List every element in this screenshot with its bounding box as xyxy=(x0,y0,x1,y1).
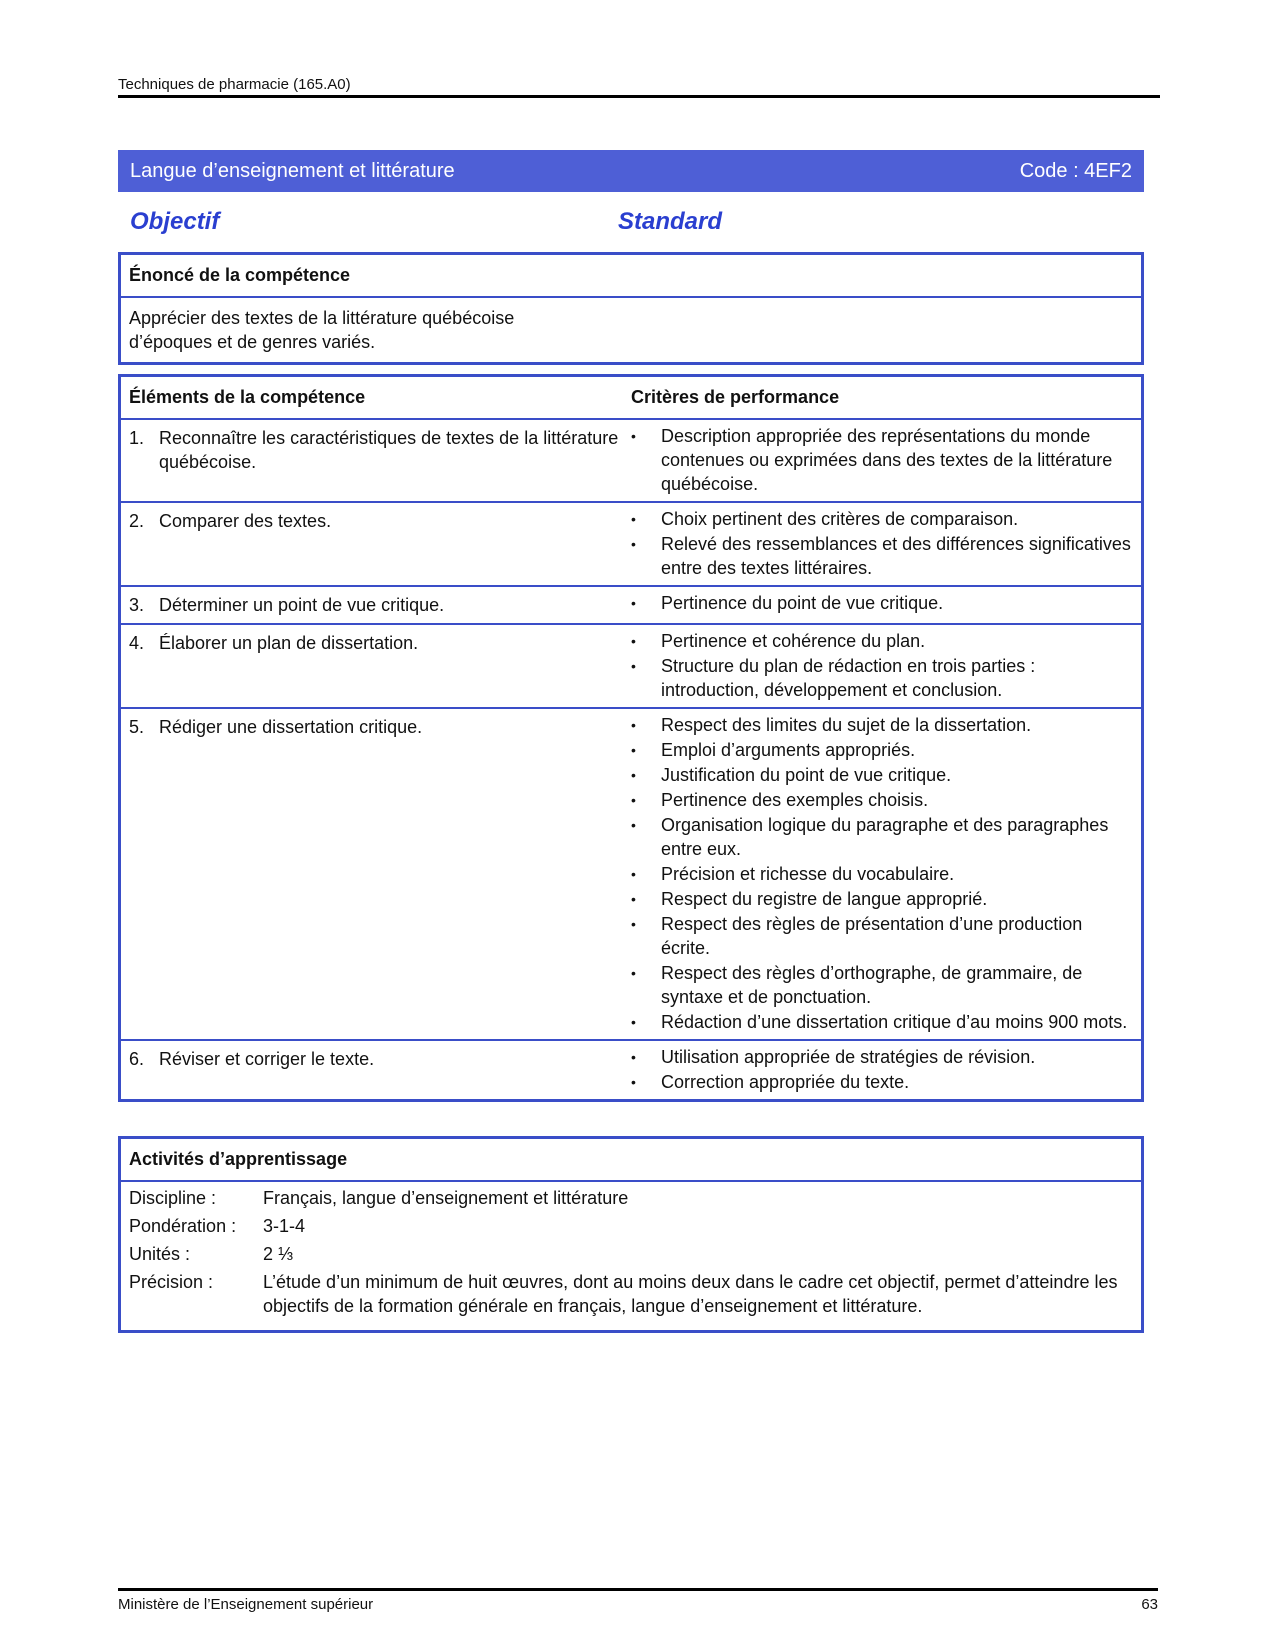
criterion-text: Respect des règles de présentation d’une production écrite. xyxy=(661,914,1083,958)
bullet-icon: • xyxy=(631,742,636,758)
activities-heading: Activités d’apprentissage xyxy=(121,1139,1141,1182)
enonce-heading: Énoncé de la compétence xyxy=(121,255,1141,298)
element-item xyxy=(129,509,623,533)
bullet-icon: • xyxy=(631,817,636,833)
criterion-item xyxy=(631,1045,1133,1069)
element-cell xyxy=(121,503,631,585)
element-row xyxy=(121,707,1141,1039)
bullet-icon: • xyxy=(631,1014,636,1030)
elements-heading-row xyxy=(121,377,1141,420)
criterion-text: Précision et richesse du vocabulaire. xyxy=(661,864,955,884)
criterion-item xyxy=(631,887,1133,911)
criterion-text: Choix pertinent des critères de comparaison. xyxy=(661,509,1019,529)
criterion-text: Pertinence et cohérence du plan. xyxy=(661,631,926,651)
element-item xyxy=(129,1047,623,1071)
criterion-item xyxy=(631,912,1133,960)
criterion-item xyxy=(631,424,1133,496)
criterion-text: Relevé des ressemblances et des différences significatives entre des textes littéraires. xyxy=(661,534,1131,578)
bullet-icon: • xyxy=(631,511,636,527)
element-cell xyxy=(121,1041,631,1099)
criteria-cell xyxy=(631,625,1141,707)
element-number: 4. xyxy=(129,633,145,653)
criterion-text: Pertinence du point de vue critique. xyxy=(661,593,944,613)
criteria-cell xyxy=(631,420,1141,501)
activity-value: L’étude d’un minimum de huit œuvres, dont au moins deux dans le cadre cet objectif, permet d’atteindre les objectifs de la formation générale en français, langue d’enseignement et littérature. xyxy=(263,1272,1118,1316)
activity-label: Discipline : xyxy=(129,1188,217,1208)
running-header xyxy=(118,76,1160,98)
bullet-icon: • xyxy=(631,536,636,552)
criterion-text: Respect des limites du sujet de la dissertation. xyxy=(661,715,1032,735)
activity-value: Français, langue d’enseignement et littérature xyxy=(263,1188,629,1208)
criterion-item xyxy=(631,713,1133,737)
criterion-text: Emploi d’arguments appropriés. xyxy=(661,740,916,760)
criterion-text: Correction appropriée du texte. xyxy=(661,1072,910,1092)
criterion-text: Description appropriée des représentations du monde contenues ou exprimées dans des textes de la littérature québécoise. xyxy=(661,426,1113,494)
activity-row xyxy=(129,1270,1133,1318)
element-cell xyxy=(121,587,631,623)
criterion-text: Organisation logique du paragraphe et des paragraphes entre eux. xyxy=(661,815,1109,859)
activity-rows xyxy=(121,1182,1141,1330)
activity-label: Précision : xyxy=(129,1272,214,1292)
program-name: Techniques de pharmacie (165.A0) xyxy=(118,76,351,93)
element-number: 3. xyxy=(129,595,145,615)
criterion-item xyxy=(631,763,1133,787)
element-row xyxy=(121,623,1141,707)
activity-value: 3-1-4 xyxy=(263,1216,306,1236)
element-cell xyxy=(121,625,631,707)
criteria-heading: Critères de performance xyxy=(631,387,840,407)
element-item xyxy=(129,715,623,739)
criterion-text: Utilisation appropriée de stratégies de révision. xyxy=(661,1047,1036,1067)
activity-label: Unités : xyxy=(129,1244,191,1264)
activity-row xyxy=(129,1214,1133,1238)
bullet-icon: • xyxy=(631,891,636,907)
criterion-item xyxy=(631,532,1133,580)
running-footer xyxy=(118,1588,1158,1613)
criterion-text: Respect du registre de langue approprié. xyxy=(661,889,988,909)
activity-label: Pondération : xyxy=(129,1216,237,1236)
element-item xyxy=(129,426,623,474)
title-bar xyxy=(118,150,1144,192)
criterion-item xyxy=(631,1070,1133,1094)
element-row xyxy=(121,585,1141,623)
criterion-text: Respect des règles d’orthographe, de grammaire, de syntaxe et de ponctuation. xyxy=(661,963,1083,1007)
element-row xyxy=(121,420,1141,501)
criteria-cell xyxy=(631,709,1141,1039)
criteria-cell xyxy=(631,1041,1141,1099)
element-text: Comparer des textes. xyxy=(159,511,332,531)
element-number: 1. xyxy=(129,428,145,448)
bullet-icon: • xyxy=(631,1074,636,1090)
element-item xyxy=(129,631,623,655)
element-item xyxy=(129,593,623,617)
element-row xyxy=(121,1039,1141,1099)
element-text: Déterminer un point de vue critique. xyxy=(159,595,445,615)
bullet-icon: • xyxy=(631,965,636,981)
criterion-item xyxy=(631,738,1133,762)
objective-heading: Objectif xyxy=(130,208,220,235)
bullet-icon: • xyxy=(631,658,636,674)
bullet-icon: • xyxy=(631,767,636,783)
element-rows xyxy=(121,420,1141,1099)
activity-row xyxy=(129,1186,1133,1210)
ministry-name: Ministère de l’Enseignement supérieur xyxy=(118,1596,374,1613)
criterion-item xyxy=(631,961,1133,1009)
bullet-icon: • xyxy=(631,595,636,611)
bullet-icon: • xyxy=(631,633,636,649)
criterion-text: Pertinence des exemples choisis. xyxy=(661,790,929,810)
enonce-line: d’époques et de genres variés. xyxy=(129,332,376,352)
elements-heading: Éléments de la compétence xyxy=(129,387,366,407)
element-cell xyxy=(121,709,631,1039)
elements-box xyxy=(118,374,1144,1102)
bullet-icon: • xyxy=(631,1049,636,1065)
element-number: 2. xyxy=(129,511,145,531)
course-title: Langue d’enseignement et littérature xyxy=(130,159,455,182)
criterion-item xyxy=(631,788,1133,812)
enonce-line: Apprécier des textes de la littérature québécoise xyxy=(129,308,515,328)
bullet-icon: • xyxy=(631,428,636,444)
element-text: Élaborer un plan de dissertation. xyxy=(159,633,419,653)
activity-row xyxy=(129,1242,1133,1266)
bullet-icon: • xyxy=(631,916,636,932)
criterion-item xyxy=(631,1010,1133,1034)
element-number: 6. xyxy=(129,1049,145,1069)
criterion-item xyxy=(631,629,1133,653)
bullet-icon: • xyxy=(631,792,636,808)
element-row xyxy=(121,501,1141,585)
course-code: Code : 4EF2 xyxy=(1019,159,1132,182)
element-number: 5. xyxy=(129,717,145,737)
activity-value: 2 ⅓ xyxy=(263,1244,294,1264)
element-text: Réviser et corriger le texte. xyxy=(159,1049,375,1069)
standard-heading: Standard xyxy=(618,208,723,235)
enonce-box xyxy=(118,252,1144,365)
bullet-icon: • xyxy=(631,866,636,882)
criterion-text: Rédaction d’une dissertation critique d’au moins 900 mots. xyxy=(661,1012,1128,1032)
element-text: Reconnaître les caractéristiques de textes de la littérature québécoise. xyxy=(159,428,619,472)
criterion-item xyxy=(631,591,1133,615)
enonce-text xyxy=(121,298,1141,362)
page-number: 63 xyxy=(1141,1596,1158,1613)
element-cell xyxy=(121,420,631,501)
criterion-text: Structure du plan de rédaction en trois parties : introduction, développement et conclusion. xyxy=(661,656,1036,700)
element-text: Rédiger une dissertation critique. xyxy=(159,717,423,737)
bullet-icon: • xyxy=(631,717,636,733)
criterion-text: Justification du point de vue critique. xyxy=(661,765,952,785)
criterion-item xyxy=(631,507,1133,531)
criteria-cell xyxy=(631,587,1141,623)
criterion-item xyxy=(631,862,1133,886)
activities-box xyxy=(118,1136,1144,1333)
criterion-item xyxy=(631,813,1133,861)
criterion-item xyxy=(631,654,1133,702)
criteria-cell xyxy=(631,503,1141,585)
